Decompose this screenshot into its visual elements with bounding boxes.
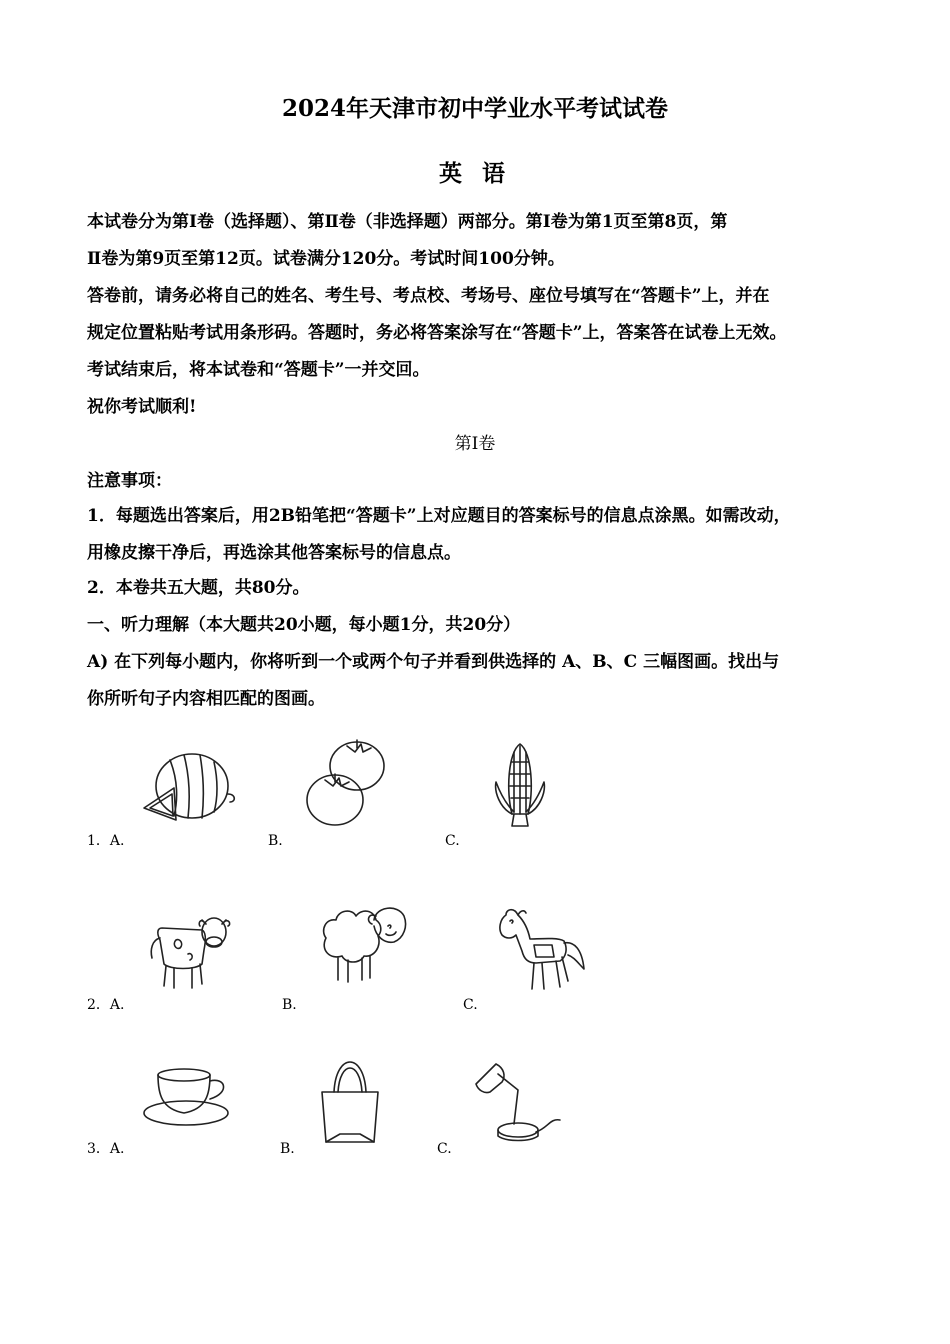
notes-heading: 注意事项： <box>87 471 172 491</box>
option-c-label: C. <box>445 833 460 849</box>
bag-icon <box>318 1050 382 1146</box>
intro-line: Ⅱ卷为第9页至第12页。试卷满分120分。考试时间100分钟。 <box>87 249 565 269</box>
question-label: 1．A. <box>87 833 125 849</box>
intro-line: 祝你考试顺利! <box>87 397 197 417</box>
option-c-label: C. <box>437 1141 452 1157</box>
watermelon-icon <box>140 750 240 822</box>
instruction-line: A) 在下列每小题内，你将听到一个或两个句子并看到供选择的 A、B、C 三幅图画。找出与 <box>87 652 780 672</box>
question-label: 2．A. <box>87 997 125 1013</box>
instruction-line: 你所听句子内容相匹配的图画。 <box>87 689 325 709</box>
corn-icon <box>490 742 550 834</box>
notes-line: 用橡皮擦干净后，再选涂其他答案标号的信息点。 <box>87 543 461 563</box>
option-b-label: B. <box>268 833 283 849</box>
section-label: 第Ⅰ卷 <box>454 434 496 454</box>
cow-icon <box>146 910 236 992</box>
horse-icon <box>494 905 588 995</box>
part-one-heading: 一、听力理解（本大题共20小题，每小题1分，共20分） <box>87 615 521 635</box>
lamp-icon <box>470 1058 566 1144</box>
intro-line: 规定位置粘贴考试用条形码。答题时，务必将答案涂写在“答题卡”上，答案答在试卷上无效。 <box>87 323 787 343</box>
notes-line: 2．本卷共五大题，共80分。 <box>87 578 310 598</box>
notes-line: 1．每题选出答案后，用2B铅笔把“答题卡”上对应题目的答案标号的信息点涂黑。如需改动， <box>87 506 791 526</box>
intro-line: 本试卷分为第Ⅰ卷（选择题）、第Ⅱ卷（非选择题）两部分。第Ⅰ卷为第1页至第8页，第 <box>87 212 728 232</box>
question-label: 3．A. <box>87 1141 125 1157</box>
tomato-icon <box>307 740 384 825</box>
intro-line: 考试结束后，将本试卷和“答题卡”一并交回。 <box>87 360 430 380</box>
option-c-label: C. <box>463 997 478 1013</box>
sheep-icon <box>316 902 412 986</box>
subject-title: 英 语 <box>438 160 511 187</box>
intro-line: 答卷前，请务必将自己的姓名、考生号、考点校、考场号、座位号填写在“答题卡”上，并在 <box>87 286 770 306</box>
teacup-icon <box>140 1065 236 1127</box>
option-b-label: B. <box>280 1141 295 1157</box>
exam-title: 2024年天津市初中学业水平考试试卷 <box>281 95 668 122</box>
option-b-label: B. <box>282 997 297 1013</box>
